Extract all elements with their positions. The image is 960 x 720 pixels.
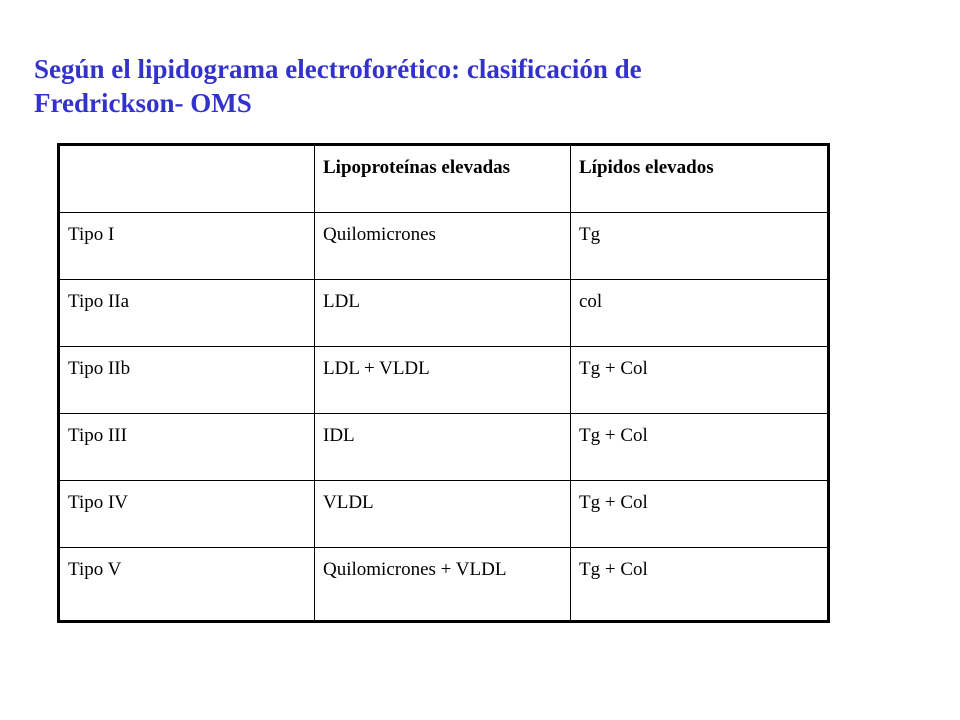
cell-lipoproteins: Quilomicrones + VLDL <box>315 548 571 622</box>
cell-lipoproteins: IDL <box>315 414 571 481</box>
page-title-line-2: Fredrickson- OMS <box>34 88 252 118</box>
table-row <box>59 213 829 280</box>
cell-type: Tipo IV <box>59 481 315 548</box>
table-row <box>59 548 829 622</box>
header-cell-empty <box>59 145 315 213</box>
table-row <box>59 481 829 548</box>
fredrickson-classification-table <box>57 143 830 623</box>
cell-type: Tipo III <box>59 414 315 481</box>
cell-type: Tipo I <box>59 213 315 280</box>
table-header-row <box>59 145 829 213</box>
page-title-line-1: Según el lipidograma electroforético: clasificación de <box>34 54 642 84</box>
cell-lipoproteins: LDL <box>315 280 571 347</box>
cell-lipoproteins: LDL + VLDL <box>315 347 571 414</box>
cell-type: Tipo IIa <box>59 280 315 347</box>
table-row <box>59 414 829 481</box>
page-title <box>34 52 834 120</box>
cell-lipids: Tg + Col <box>571 481 829 548</box>
table-row <box>59 347 829 414</box>
cell-type: Tipo IIb <box>59 347 315 414</box>
header-cell-lipoproteins: Lipoproteínas elevadas <box>315 145 571 213</box>
cell-lipids: Tg + Col <box>571 347 829 414</box>
cell-lipids: Tg <box>571 213 829 280</box>
table-row <box>59 280 829 347</box>
cell-lipoproteins: VLDL <box>315 481 571 548</box>
cell-lipids: col <box>571 280 829 347</box>
header-cell-lipids: Lípidos elevados <box>571 145 829 213</box>
cell-type: Tipo V <box>59 548 315 622</box>
cell-lipids: Tg + Col <box>571 414 829 481</box>
cell-lipoproteins: Quilomicrones <box>315 213 571 280</box>
cell-lipids: Tg + Col <box>571 548 829 622</box>
